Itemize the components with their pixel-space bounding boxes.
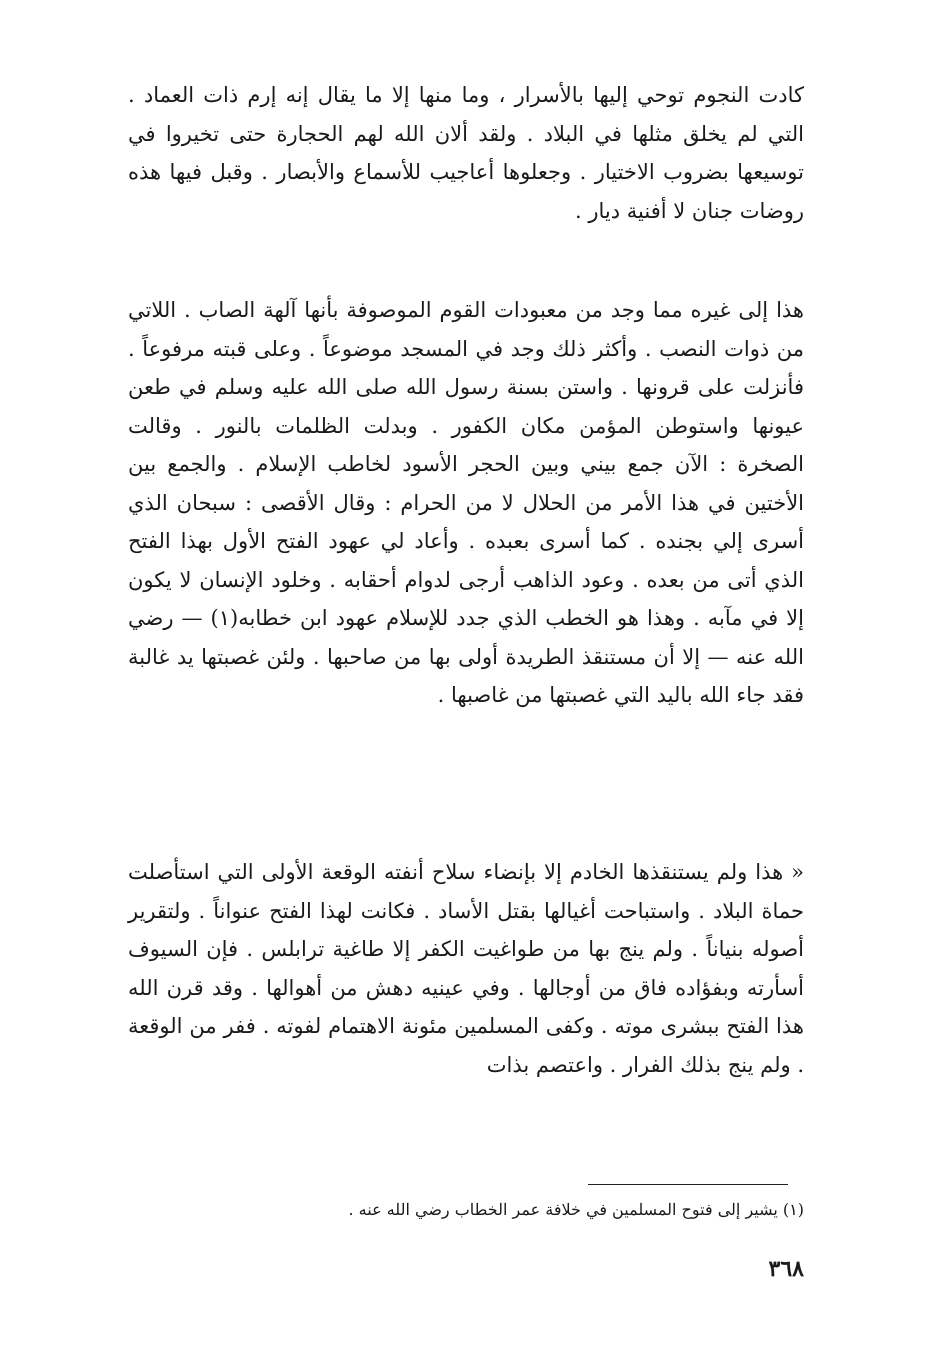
paragraph-1: كادت النجوم توحي إليها بالأسرار ، وما منها إلا ما يقال إنه إرم ذات العماد . التي لم يخلق مثلها في البلاد . ولقد ألان الله لهم الحجارة حتى تخيروا في توسيعها بضروب الاختيار . وجعلوها أعاجيب للأسماع والأبصار . وقبل فيها هذه روضات جنان لا أفنية ديار . — [128, 83, 804, 223]
paragraph-2: هذا إلى غيره مما وجد من معبودات القوم الموصوفة بأنها آلهة الصاب . اللاتي من ذوات النصب . وأكثر ذلك وجد في المسجد موضوعاً . وعلى قبته مرفوعاً . فأنزلت على قرونها . واستن بسنة رسول الله صلى الله عليه وسلم في طعن عيونها واستوطن المؤمن مكان الكفور . وبدلت الظلمات بالنور . وقالت الصخرة : الآن جمع بيني وبين الحجر الأسود لخاطب الإسلام . والجمع بين الأختين في هذا الأمر من الحلال لا من الحرام : وقال الأقصى : سبحان الذي أسرى إلي بجنده . كما أسرى بعبده . وأعاد لي عهود الفتح الأول بهذا الفتح الذي أتى من بعده . وعود الذاهب أرجى لدوام أحقابه . وخلود الإنسان لا يكون إلا في مآبه . وهذا هو الخطب الذي جدد للإسلام عهود ابن خطابه(١) — رضي الله عنه — إلا أن مستنقذ الطريدة أولى بها من صاحبها . ولئن غصبتها يد غالبة فقد جاء الله باليد التي غصبتها من غاصبها . — [128, 298, 804, 707]
footnote: (١) يشير إلى فتوح المسلمين في خلافة عمر الخطاب رضي الله عنه . — [348, 1200, 804, 1219]
paragraph-1-block — [128, 76, 804, 230]
footnote-divider — [588, 1184, 788, 1185]
page-number: ٣٦٨ — [768, 1256, 804, 1282]
paragraph-2-block — [128, 291, 804, 715]
paragraph-3-block — [128, 853, 804, 1084]
paragraph-3: « هذا ولم يستنقذها الخادم إلا بإنضاء سلاح أنفته الوقعة الأولى التي استأصلت حماة البلاد . واستباحت أغيالها بقتل الأساد . فكانت لهذا الفتح عنواناً . ولتقرير أصوله بنياناً . ولم ينج بها من طواغيت الكفر إلا طاغية ترابلس . فإن السيوف أسأرته وبفؤاده فاق من أوجالها . وفي عينيه دهش من أهوالها . وقد قرن الله هذا الفتح ببشرى موته . وكفى المسلمين مئونة الاهتمام لفوته . ففر من الوقعة . ولم ينج بذلك الفرار . واعتصم بذات — [128, 860, 804, 1077]
